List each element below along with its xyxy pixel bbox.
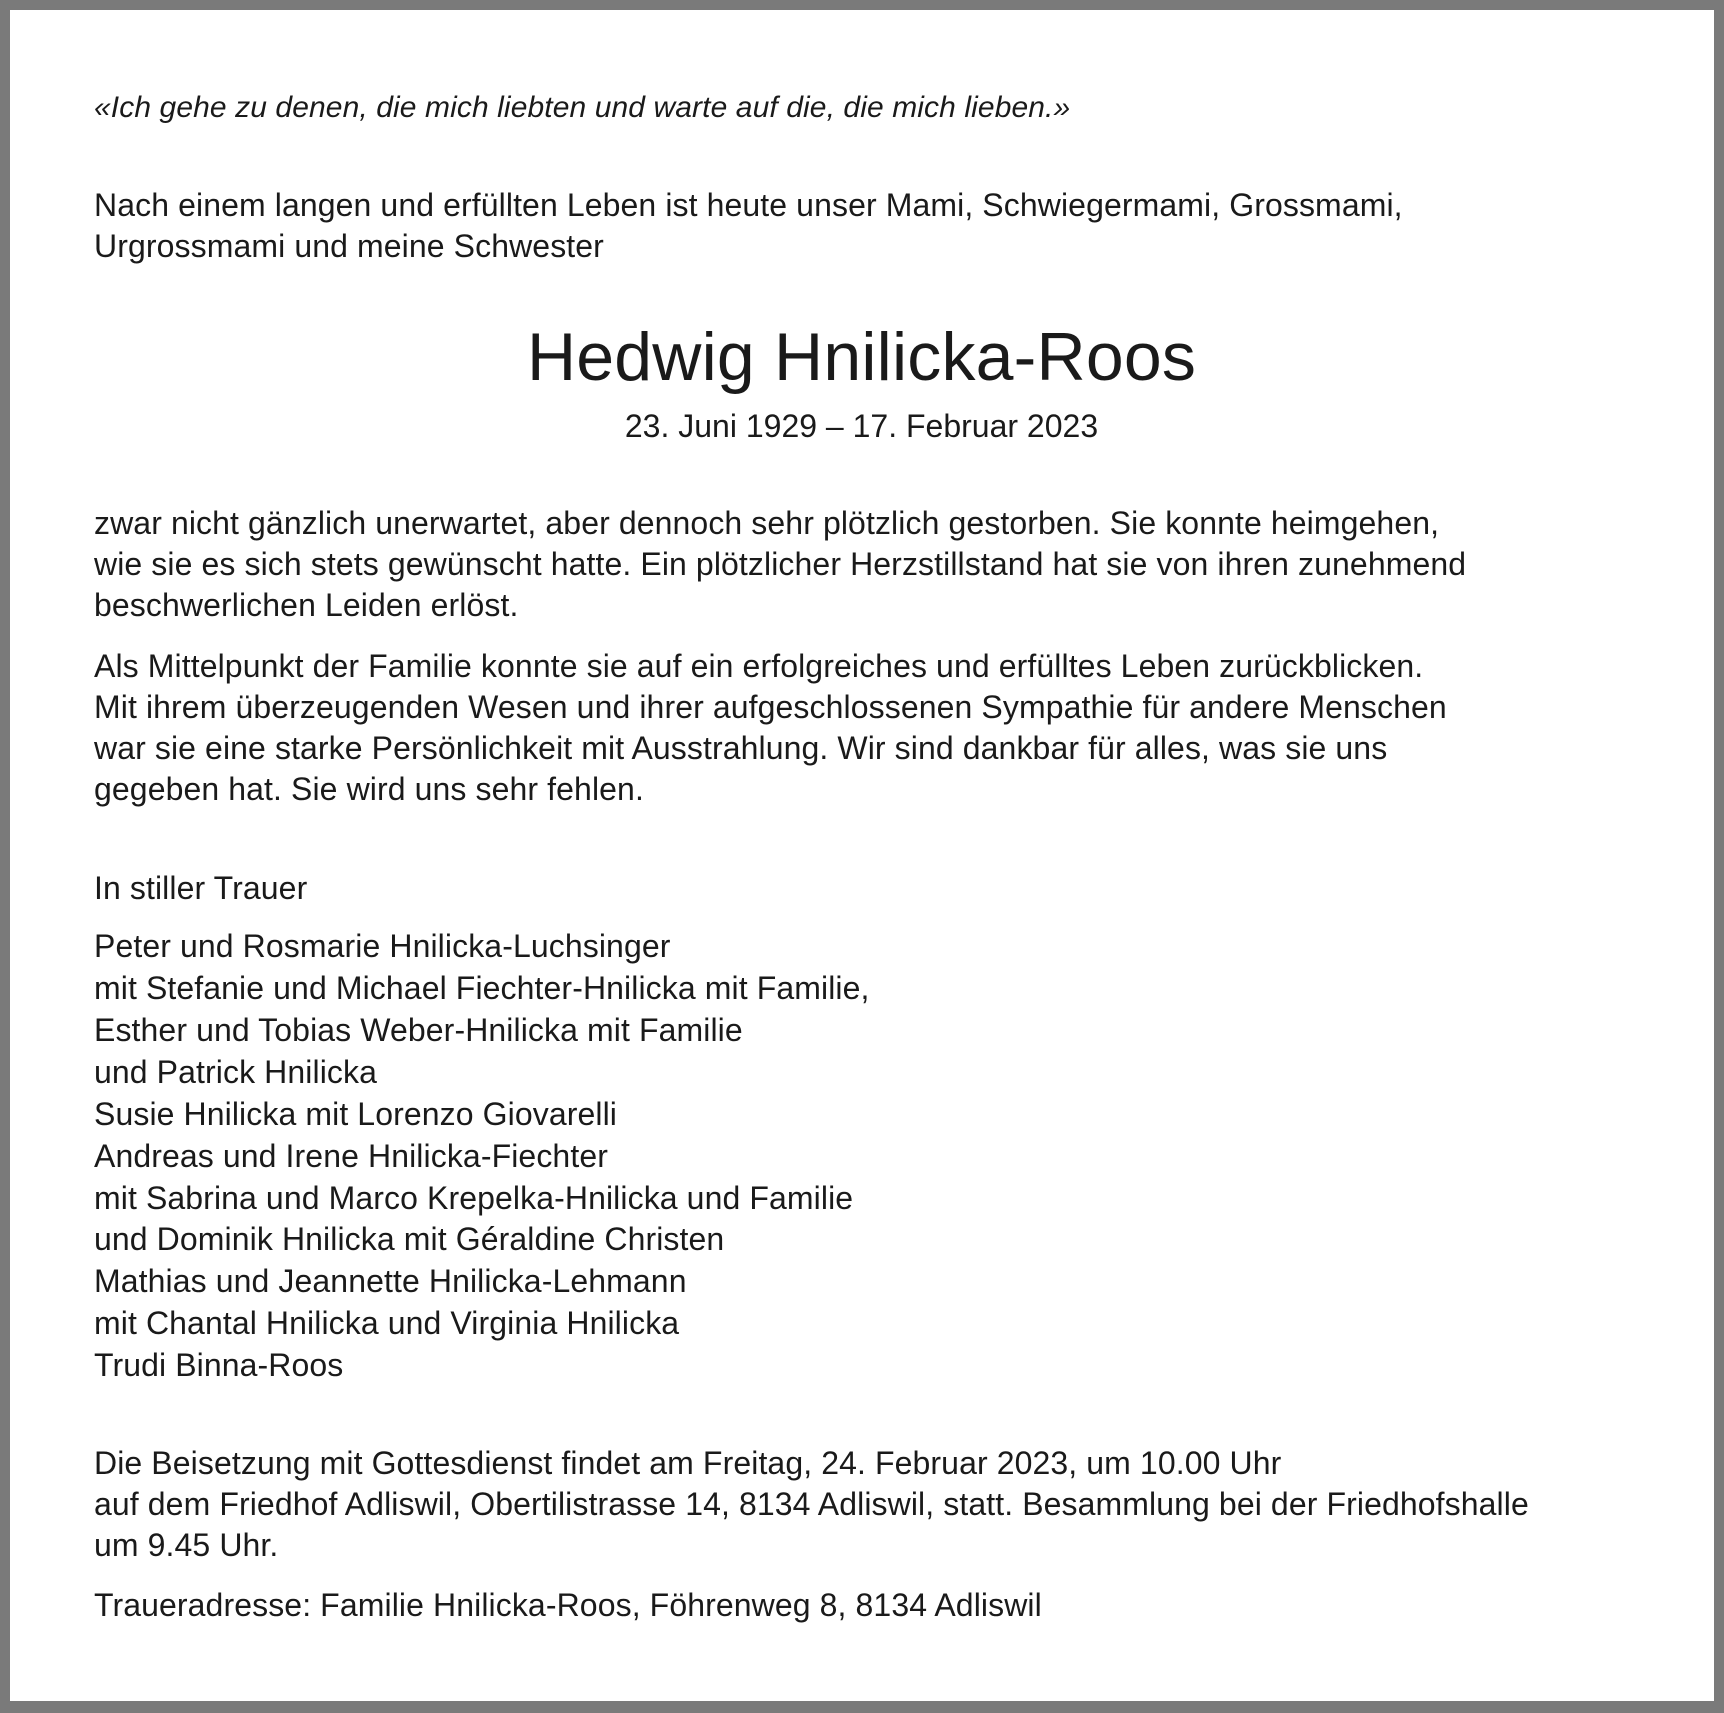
mourning-address: Traueradresse: Familie Hnilicka-Roos, Föhrenweg 8, 8134 Adliswil (94, 1587, 1042, 1623)
mourning-heading: In stiller Trauer (94, 870, 308, 906)
deceased-name: Hedwig Hnilicka-Roos (526, 319, 1197, 395)
mourner-line: Esther und Tobias Weber-Hnilicka mit Familie (94, 1012, 743, 1048)
paragraph-line: Als Mittelpunkt der Familie konnte sie auf ein erfolgreiches und erfülltes Leben zurückblicken. (94, 648, 1424, 684)
mourner-line: Susie Hnilicka mit Lorenzo Giovarelli (94, 1096, 618, 1132)
funeral-line: auf dem Friedhof Adliswil, Obertilistrasse 14, 8134 Adliswil, statt. Besammlung bei der Friedhofshalle (94, 1486, 1529, 1522)
epigraph-quote: «Ich gehe zu denen, die mich liebten und warte auf die, die mich lieben.» (94, 91, 1071, 124)
paragraph-line: wie sie es sich stets gewünscht hatte. Ein plötzlicher Herzstillstand hat sie von ihren zunehmend (94, 546, 1467, 582)
mourner-line: Trudi Binna-Roos (94, 1347, 344, 1383)
funeral-line: um 9.45 Uhr. (94, 1527, 279, 1563)
mourner-line: und Patrick Hnilicka (94, 1054, 377, 1090)
paragraph-line: beschwerlichen Leiden erlöst. (94, 587, 519, 623)
paragraph-line: Mit ihrem überzeugenden Wesen und ihrer aufgeschlossenen Sympathie für andere Menschen (94, 689, 1447, 725)
mourner-line: Andreas und Irene Hnilicka-Fiechter (94, 1138, 608, 1174)
paragraph-line: war sie eine starke Persönlichkeit mit Ausstrahlung. Wir sind dankbar für alles, was sie uns (94, 730, 1388, 766)
mourner-line: und Dominik Hnilicka mit Géraldine Christen (94, 1221, 725, 1257)
mourner-line: Peter und Rosmarie Hnilicka-Luchsinger (94, 928, 671, 964)
mourner-line: mit Sabrina und Marco Krepelka-Hnilicka und Familie (94, 1180, 854, 1216)
intro-line: Nach einem langen und erfüllten Leben ist heute unser Mami, Schwiegermami, Grossmami, (94, 187, 1403, 223)
intro-line: Urgrossmami und meine Schwester (94, 228, 604, 264)
mourner-line: mit Chantal Hnilicka und Virginia Hnilicka (94, 1305, 680, 1341)
paragraph-line: gegeben hat. Sie wird uns sehr fehlen. (94, 771, 644, 807)
mourner-line: mit Stefanie und Michael Fiechter-Hnilicka mit Familie, (94, 970, 870, 1006)
mourner-line: Mathias und Jeannette Hnilicka-Lehmann (94, 1263, 687, 1299)
paragraph-line: zwar nicht gänzlich unerwartet, aber dennoch sehr plötzlich gestorben. Sie konnte heimgehen, (94, 505, 1440, 541)
funeral-line: Die Beisetzung mit Gottesdienst findet am Freitag, 24. Februar 2023, um 10.00 Uhr (94, 1445, 1282, 1481)
deceased-dates: 23. Juni 1929 – 17. Februar 2023 (624, 408, 1099, 444)
